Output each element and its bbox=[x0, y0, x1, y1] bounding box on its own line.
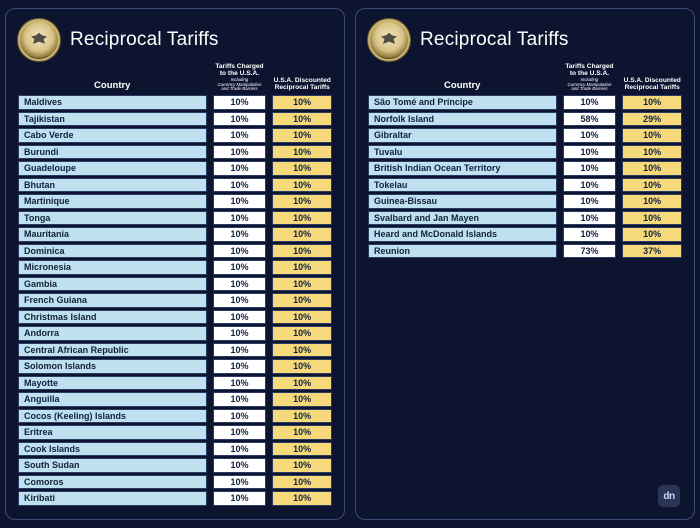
row-tariff-discounted: 10% bbox=[622, 161, 682, 176]
row-tariff-charged: 10% bbox=[563, 194, 617, 209]
row-tariff-discounted: 10% bbox=[272, 227, 332, 242]
left-tariff-panel bbox=[5, 8, 345, 520]
row-country: Martinique bbox=[18, 194, 207, 209]
left-header-discounted bbox=[272, 77, 332, 94]
left-header-charged-line1: Tariffs Charged bbox=[215, 63, 264, 71]
row-tariff-discounted: 10% bbox=[272, 392, 332, 407]
right-header-charged-note3: and Trade Barriers bbox=[571, 86, 608, 92]
left-header-charged-note3: and Trade Barriers bbox=[221, 86, 258, 92]
row-tariff-charged: 10% bbox=[213, 145, 267, 160]
table-row bbox=[368, 128, 682, 143]
left-panel-title: Reciprocal Tariffs bbox=[70, 29, 219, 50]
table-row bbox=[368, 178, 682, 193]
row-country: Tonga bbox=[18, 211, 207, 226]
table-row bbox=[368, 194, 682, 209]
row-tariff-charged: 10% bbox=[563, 145, 617, 160]
table-row bbox=[18, 491, 332, 506]
row-country: Mayotte bbox=[18, 376, 207, 391]
row-tariff-discounted: 10% bbox=[272, 260, 332, 275]
right-header-charged-note1: Including bbox=[580, 77, 599, 83]
row-tariff-discounted: 37% bbox=[622, 244, 682, 259]
row-country: South Sudan bbox=[18, 458, 207, 473]
row-tariff-discounted: 10% bbox=[272, 442, 332, 457]
row-country: Norfolk Island bbox=[368, 112, 557, 127]
row-tariff-charged: 10% bbox=[213, 244, 267, 259]
left-header-charged bbox=[213, 64, 267, 93]
row-tariff-discounted: 10% bbox=[622, 145, 682, 160]
row-tariff-charged: 10% bbox=[563, 95, 617, 110]
row-tariff-discounted: 10% bbox=[622, 178, 682, 193]
row-country: Guadeloupe bbox=[18, 161, 207, 176]
row-tariff-discounted: 10% bbox=[272, 409, 332, 424]
row-tariff-discounted: 10% bbox=[622, 227, 682, 242]
row-country: Kiribati bbox=[18, 491, 207, 506]
left-column-headers bbox=[18, 63, 332, 93]
right-header-charged-note2: Currency Manipulation bbox=[567, 81, 612, 87]
right-tariff-panel bbox=[355, 8, 695, 520]
right-header-discounted-line1: U.S.A. Discounted bbox=[623, 76, 681, 84]
table-row bbox=[18, 326, 332, 341]
table-row bbox=[368, 244, 682, 259]
table-row bbox=[18, 178, 332, 193]
row-tariff-charged: 10% bbox=[213, 310, 267, 325]
row-country: Tuvalu bbox=[368, 145, 557, 160]
left-header-discounted-line2: Reciprocal Tariffs bbox=[274, 83, 330, 91]
row-country: Central African Republic bbox=[18, 343, 207, 358]
row-tariff-charged: 10% bbox=[563, 211, 617, 226]
row-country: Maldives bbox=[18, 95, 207, 110]
row-tariff-charged: 10% bbox=[213, 343, 267, 358]
watermark-logo: dn bbox=[658, 485, 680, 507]
right-column-headers bbox=[368, 63, 682, 93]
row-tariff-discounted: 10% bbox=[272, 458, 332, 473]
row-country: Heard and McDonald Islands bbox=[368, 227, 557, 242]
right-panel-title: Reciprocal Tariffs bbox=[420, 29, 569, 50]
row-tariff-charged: 10% bbox=[563, 227, 617, 242]
row-country: Tajikistan bbox=[18, 112, 207, 127]
row-tariff-charged: 10% bbox=[563, 128, 617, 143]
table-row bbox=[368, 227, 682, 242]
left-header-country: Country bbox=[94, 80, 131, 91]
row-tariff-charged: 10% bbox=[213, 475, 267, 490]
row-tariff-charged: 10% bbox=[213, 326, 267, 341]
right-header-discounted-line2: Reciprocal Tariffs bbox=[624, 83, 680, 91]
row-tariff-discounted: 10% bbox=[272, 425, 332, 440]
right-table-rows bbox=[368, 95, 682, 258]
left-header-discounted-line1: U.S.A. Discounted bbox=[273, 76, 331, 84]
table-row bbox=[18, 194, 332, 209]
row-tariff-discounted: 10% bbox=[272, 95, 332, 110]
row-tariff-discounted: 10% bbox=[272, 244, 332, 259]
row-country: Gambia bbox=[18, 277, 207, 292]
left-header-charged-line2: to the U.S.A. bbox=[219, 70, 260, 78]
table-row bbox=[18, 112, 332, 127]
row-tariff-charged: 10% bbox=[213, 409, 267, 424]
row-tariff-discounted: 10% bbox=[272, 359, 332, 374]
row-tariff-charged: 10% bbox=[213, 260, 267, 275]
row-tariff-discounted: 10% bbox=[622, 128, 682, 143]
left-header-charged-note2: Currency Manipulation bbox=[217, 81, 262, 87]
row-tariff-charged: 10% bbox=[213, 227, 267, 242]
row-tariff-charged: 10% bbox=[213, 425, 267, 440]
table-row bbox=[18, 128, 332, 143]
row-tariff-charged: 10% bbox=[213, 458, 267, 473]
row-country: Cook Islands bbox=[18, 442, 207, 457]
table-row bbox=[18, 211, 332, 226]
right-panel-header bbox=[368, 19, 682, 61]
row-tariff-charged: 58% bbox=[563, 112, 617, 127]
row-country: Reunion bbox=[368, 244, 557, 259]
table-row bbox=[368, 95, 682, 110]
row-country: Cocos (Keeling) Islands bbox=[18, 409, 207, 424]
presidential-seal-icon bbox=[18, 19, 60, 61]
row-tariff-charged: 10% bbox=[213, 211, 267, 226]
row-tariff-charged: 10% bbox=[213, 178, 267, 193]
table-row bbox=[18, 95, 332, 110]
row-country: Dominica bbox=[18, 244, 207, 259]
row-tariff-charged: 10% bbox=[213, 95, 267, 110]
row-tariff-discounted: 10% bbox=[272, 128, 332, 143]
row-country: Andorra bbox=[18, 326, 207, 341]
left-panel-header bbox=[18, 19, 332, 61]
row-tariff-discounted: 10% bbox=[272, 194, 332, 209]
row-tariff-discounted: 29% bbox=[622, 112, 682, 127]
table-row bbox=[18, 227, 332, 242]
row-tariff-charged: 10% bbox=[213, 161, 267, 176]
table-row bbox=[18, 376, 332, 391]
row-country: Micronesia bbox=[18, 260, 207, 275]
table-row bbox=[18, 359, 332, 374]
table-row bbox=[18, 310, 332, 325]
row-country: Burundi bbox=[18, 145, 207, 160]
row-country: Eritrea bbox=[18, 425, 207, 440]
table-row bbox=[18, 458, 332, 473]
row-country: Christmas Island bbox=[18, 310, 207, 325]
row-tariff-charged: 10% bbox=[213, 194, 267, 209]
row-country: Mauritania bbox=[18, 227, 207, 242]
row-tariff-discounted: 10% bbox=[622, 95, 682, 110]
row-tariff-charged: 10% bbox=[213, 128, 267, 143]
presidential-seal-icon bbox=[368, 19, 410, 61]
row-tariff-discounted: 10% bbox=[272, 310, 332, 325]
table-row bbox=[18, 442, 332, 457]
row-tariff-charged: 10% bbox=[213, 293, 267, 308]
row-tariff-discounted: 10% bbox=[272, 211, 332, 226]
table-row bbox=[18, 425, 332, 440]
table-row bbox=[18, 161, 332, 176]
row-tariff-discounted: 10% bbox=[272, 145, 332, 160]
right-header-charged bbox=[563, 64, 617, 93]
row-country: Solomon Islands bbox=[18, 359, 207, 374]
row-tariff-discounted: 10% bbox=[272, 112, 332, 127]
table-row bbox=[368, 112, 682, 127]
row-country: Comoros bbox=[18, 475, 207, 490]
row-tariff-charged: 10% bbox=[213, 359, 267, 374]
row-country: Bhutan bbox=[18, 178, 207, 193]
table-row bbox=[368, 211, 682, 226]
row-country: Tokelau bbox=[368, 178, 557, 193]
row-tariff-discounted: 10% bbox=[272, 178, 332, 193]
row-country: French Guiana bbox=[18, 293, 207, 308]
row-tariff-charged: 10% bbox=[213, 442, 267, 457]
table-row bbox=[18, 392, 332, 407]
row-tariff-discounted: 10% bbox=[622, 194, 682, 209]
right-header-charged-line2: to the U.S.A. bbox=[569, 70, 610, 78]
left-header-charged-note1: Including bbox=[230, 77, 249, 83]
left-table-rows bbox=[18, 95, 332, 506]
row-country: Gibraltar bbox=[368, 128, 557, 143]
row-tariff-discounted: 10% bbox=[272, 161, 332, 176]
table-row bbox=[368, 161, 682, 176]
table-row bbox=[18, 145, 332, 160]
row-country: Svalbard and Jan Mayen bbox=[368, 211, 557, 226]
table-row bbox=[18, 293, 332, 308]
row-tariff-discounted: 10% bbox=[272, 475, 332, 490]
table-row bbox=[368, 145, 682, 160]
row-tariff-charged: 10% bbox=[563, 161, 617, 176]
row-tariff-discounted: 10% bbox=[272, 277, 332, 292]
table-row bbox=[18, 260, 332, 275]
row-country: Anguilla bbox=[18, 392, 207, 407]
table-row bbox=[18, 277, 332, 292]
row-tariff-charged: 10% bbox=[213, 392, 267, 407]
table-row bbox=[18, 244, 332, 259]
row-country: Guinea-Bissau bbox=[368, 194, 557, 209]
row-tariff-charged: 10% bbox=[213, 376, 267, 391]
row-tariff-charged: 10% bbox=[563, 178, 617, 193]
row-tariff-discounted: 10% bbox=[622, 211, 682, 226]
right-header-charged-line1: Tariffs Charged bbox=[565, 63, 614, 71]
row-tariff-charged: 10% bbox=[213, 491, 267, 506]
row-country: São Tomé and Príncipe bbox=[368, 95, 557, 110]
right-header-discounted bbox=[622, 77, 682, 94]
table-row bbox=[18, 475, 332, 490]
row-country: British Indian Ocean Territory bbox=[368, 161, 557, 176]
row-tariff-charged: 10% bbox=[213, 112, 267, 127]
row-tariff-discounted: 10% bbox=[272, 491, 332, 506]
table-row bbox=[18, 343, 332, 358]
row-tariff-charged: 73% bbox=[563, 244, 617, 259]
row-tariff-discounted: 10% bbox=[272, 326, 332, 341]
table-row bbox=[18, 409, 332, 424]
row-tariff-discounted: 10% bbox=[272, 293, 332, 308]
right-header-country: Country bbox=[444, 80, 481, 91]
row-tariff-discounted: 10% bbox=[272, 343, 332, 358]
row-country: Cabo Verde bbox=[18, 128, 207, 143]
row-tariff-discounted: 10% bbox=[272, 376, 332, 391]
row-tariff-charged: 10% bbox=[213, 277, 267, 292]
